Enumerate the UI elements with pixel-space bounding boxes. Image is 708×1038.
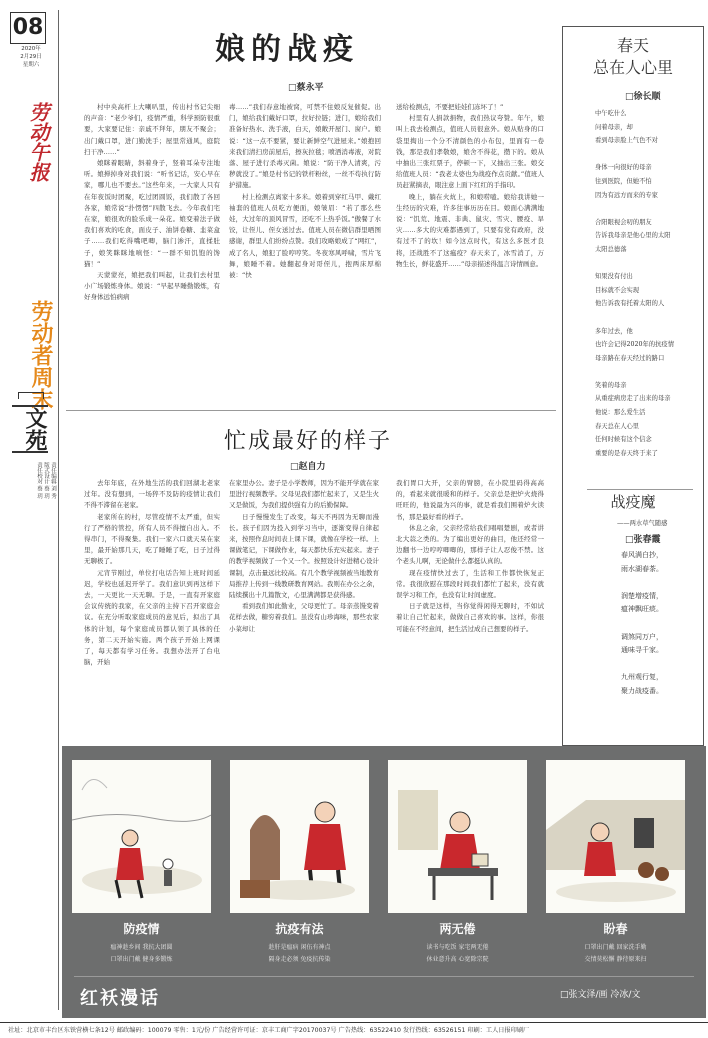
footer-info: 社址：北京市丰台区东铁营横七条12号 邮政编码：100079 零售：1元/份 广告经营许可证：京丰工商广字20170037号 广告热线：63522410 发行热线：63526151 印刷：工人日报印刷厂 <box>0 1022 708 1037</box>
caption-line: 趁肝是瘟病 闲伍有神点 <box>268 944 331 951</box>
poem-line: 也许会记得2020年的抗疫情 <box>595 341 674 349</box>
poem-line: 母亲路在春天经过的路口 <box>595 354 665 362</box>
paragraph: 日子慢慢发生了改变，每天不再因为无聊而漫长。孩子们因为投入到学习当中，逐渐变得自律起来，按照作息时间表上课下课，就像在学校一样。上课做笔记，下课做作业，每天都快乐充实起来。妻子的教学视频做了一个又一个。按照设计好进精心设计课制，点击量远比较高。有几个教学视频被当地教育局推荐上传到一线教研教育网站。我则在办公之余，陆续撰出十几篇散文，心里满满都是获得感。 <box>229 512 379 600</box>
paragraph: 老家所在的村，尽管疫情不太严重，但实行了严格的管控，所有人员不得擅自出入。不得串门，不得聚集。我们一家六口就天呆在家里，最开始那几天，吃了睡睡了吃，日子过得无聊极了。 <box>84 512 220 566</box>
poem-line: 告诉我母亲是他心里的太阳 <box>595 232 671 240</box>
caption-line: 口罩出门戴 健身多锻炼 <box>110 956 173 963</box>
poem-divider <box>587 489 693 490</box>
paragraph: 天蒙蒙亮，娘把我们叫起，让我们去村里小广场锻炼身体。娘说：“早起早睡勤锻炼，有好身体远怕病病 <box>84 271 220 302</box>
poem2-title: 战疫魔 <box>610 493 656 511</box>
editor-line: 责任编辑 刘 秀 <box>50 462 56 499</box>
paragraph: 现在疫情快过去了，生活和工作都快恢复正常。我很欣慰在那段时间我们都忙了起来，没有就误学习和工作，也没有让时间虚度。 <box>396 568 544 600</box>
section-name: 文苑 <box>12 405 48 453</box>
comic-panel-caption <box>223 942 376 966</box>
paragraph: 毒……”我们春意地被窝，可禁不住娘反复催促。出门，娘给我们戴好口罩，拉好拉链；进门，娘给我们准备好热水、洗手液，白天，娘敞开屋门、窗户。娘说：“这一点不要紧，要让新鲜空气进屋来。”娘抱回来我们清扫房前屋后，擦灰拉毯；喷洒消毒液，对院落、屋子进行杀毒灭菌。娘说：“防干净人清爽，污秽就没了。”娘是村书记的铁杆粉丝，一丝不苟执行防护措施。 <box>229 103 381 190</box>
article1-title: 娘的战疫 <box>215 32 359 67</box>
article2-byline: □赵自力 <box>290 462 326 472</box>
paragraph: 元宵节刚过，单位打电话告知上班时间延迟，学校也延迟开学了。我们意识到再这样下去，一天更比一天无聊。于是，一直有开家庭会议传统的我家，在父亲的主持下召开家庭会议。在充分听取家庭成员的意见后，拟出了具体的计划，每个家庭成员都认领了具体的任务，第二天开始实施。两个孩子开始上网课了，每天都有学习任务。我想办法开了台电脑，开始 <box>84 568 220 667</box>
caption-line: 隔身走必须 免疫抗传染 <box>268 956 331 963</box>
comic-strip <box>62 746 706 1018</box>
paragraph: 村里有人捐款捐物，我们热议夸赞。年午，娘叫上我去检测点，值班人员很意外。娘从贴身的口袋里掏出一个分不清颜色的小布包，里面有一卷钱，那是我们孝敬娘，娘舍不得花，攒下的。娘从中抽出三张红票子，停顿一下，又抽出三张。娘交给值班人员：“我老太婆也为战疫作点贡献。”值班人员赶紧摘表，眼注意上面下红红的手指印。 <box>396 114 544 190</box>
paragraph: 村中央高杆上大喇叭里，传出村书记尖细的声音：“老少爷们，疫情严重，科学预防很重要，大家要记住：亲戚不拜年，朋友不聚会；出门戴口罩，进门勤洗手；屋里常通风，庭院扫干净……” <box>84 103 220 156</box>
poem1-title-line1: 春天 <box>616 36 649 55</box>
date-day: 2月29日 <box>20 54 42 60</box>
paragraph: 看到我们如此勤业，父母更忙了。母亲蒸馒变着花样去做，糖穷着我们。虽没有山珍海味，那些农家小菜却让 <box>229 602 379 633</box>
comic-panel-3 <box>388 760 527 913</box>
poem-line: 调煞同万户， <box>621 632 663 641</box>
poem-line <box>621 658 701 672</box>
paragraph: 送给检测点，不要把娃娃们冻坏了！” <box>396 103 504 111</box>
poem-line: 多年过去，他 <box>595 327 633 335</box>
comic-series-name: 红袄漫话 <box>80 988 160 1009</box>
poem-line: 他说：那么爱生活 <box>595 409 646 417</box>
article2-column-2 <box>229 478 379 736</box>
poem-line: 九州观行复， <box>621 673 663 682</box>
poem2-author: □张春霞 <box>625 535 661 545</box>
poem-line: 合阳眼视会叨的朋友 <box>595 218 652 226</box>
comic-divider <box>74 976 694 977</box>
editor-credits <box>10 462 56 502</box>
poem-line <box>621 617 701 631</box>
editor-line: 责任校对 蔡 玥 <box>36 462 42 499</box>
comic-panel-caption <box>65 942 218 966</box>
caption-line: 口罩出门戴 回家洗手勤 <box>584 944 647 951</box>
article-divider <box>66 410 556 411</box>
poem-line: 通味寻千家。 <box>621 646 663 655</box>
paragraph: 休息之余，父亲经常给我们唱唱楚剧，或者讲北大蒜之类的。为了编出更好的曲目，他还经常一边翻书一边哼哼唧唧的，那样子让人忍俊不禁。这个老头儿啊，无论做什么都挺认真的。 <box>396 523 544 566</box>
poem-line: 因为有远方而来的专家 <box>595 191 658 199</box>
poem-line: 聚力战疫番。 <box>621 686 663 695</box>
article1-column-1 <box>84 102 220 400</box>
article1-column-3 <box>396 102 544 400</box>
article1-column-2 <box>229 102 381 400</box>
poem-line: 从重症病房走了出来的母亲 <box>595 395 671 403</box>
comic-panel-title: 盼春 <box>603 922 628 936</box>
poem1-body <box>595 107 699 460</box>
paragraph: 在家里办公。妻子是小学教师，因为不能开学就在家里进行视频教学。父母见我们都忙起来了，又是生火又是做饭，为我们提供强有力的后勤保障。 <box>229 479 379 510</box>
comic-illustration <box>546 760 685 913</box>
poem2-body <box>621 549 701 699</box>
comic-illustration <box>72 760 211 913</box>
poem-line: 春天总在人心里 <box>595 422 640 430</box>
comic-panel-title: 抗疫有法 <box>275 922 324 936</box>
poem-line: 目标就不会实现 <box>595 286 640 294</box>
comic-panel-2 <box>230 760 369 913</box>
paragraph: 去年年底，在外地生活的我们回湖北老家过年。没有想到，一场猝不及防的疫情让我们不得不滞留在老家。 <box>84 479 220 510</box>
poem1-author: □徐长顺 <box>625 92 661 102</box>
poem2-subtitle: ——两水草气随感 <box>617 520 668 527</box>
poem-line <box>595 148 699 162</box>
poem-line: 瘟神飘旺痰。 <box>621 605 663 614</box>
newspaper-logo: 劳动午报 <box>26 102 50 182</box>
poem-line: 知果没有付出 <box>595 273 633 281</box>
section-weekly: 劳动者周末 <box>28 300 53 410</box>
paragraph: 晚上，躺在火炕上，和娘唠嗑。娘给我讲她一生经历的灾难，许多往事历历在目。娘面心满满地说：“饥荒、地震、非典、鼠灾、雪灾、腰疫、旱灾……多大的灾难都遇到了，只要有党有政府，没有过不了的坎！如今这点时代，有这么多医才良将，还战胜不了这瘟疫？春天来了，冰雪消了，万物生长，鲜花盛开……”母亲描述得温言诗情画意。 <box>396 192 544 268</box>
poem-line: 雨水湖春茶。 <box>621 564 663 573</box>
caption-line: 读书与吃饭 家宅两无倦 <box>426 944 489 951</box>
comic-illustration <box>230 760 369 913</box>
poetry-sidebar <box>562 26 704 746</box>
poem-line <box>595 202 699 216</box>
poem-line: 看到母亲脸上气色不对 <box>595 137 658 145</box>
date-weekday: 星期六 <box>22 62 40 68</box>
editor-line: 版式设计 蔡 玥 <box>43 462 49 499</box>
caption-line: 瘟神趁乡间 我抗大团圆 <box>110 944 173 951</box>
comic-panel-caption <box>381 942 534 966</box>
article2-column-1 <box>84 478 220 736</box>
poem-line: 太阳总德落 <box>595 245 627 253</box>
section-bracket <box>18 392 44 399</box>
article2-title: 忙成最好的样子 <box>224 429 393 454</box>
poem-line <box>595 365 699 379</box>
comic-panel-4 <box>546 760 685 913</box>
poem-line <box>621 576 701 590</box>
poem-line: 重要的是春天终于来了 <box>595 449 658 457</box>
paragraph: 娘眯着眼睛，斜着身子，竖着耳朵专注地听。娘掸掉身对我们说：“听书记话，安心早在家，哪儿也不要去。”这些年来，一大家人只有在年夜饭时团聚，吃过团圆饭，我们散了各回各家，娘常说“扑愣愣”四散飞去。今年我们宅在家，娘很欢的脸乐成一朵花。娘变着法子做我们喜欢的吃食，面皮子、油饼卷糖、韭菜盒子……我们吃得嘴吧唧，脑门渗汗，直揉肚子，娘笑眯眯地嗔怪：“一群不知饥饱的馋猫！” <box>84 159 220 268</box>
comic-illustration <box>388 760 527 913</box>
poem-line: 春风满白抄， <box>621 551 663 559</box>
comic-credit: □张文泽/画 冷冰/文 <box>560 990 641 1000</box>
paragraph: 日子就是这样，当你觉得闲得无聊时，不如试着让自己忙起来，做做自己喜欢的事。这样，你很可能在不经意间，把生活过成自己想要的样子。 <box>396 602 544 633</box>
article2-column-3 <box>396 478 544 736</box>
poem-line: 他告诉我有托着太阳的人 <box>595 300 665 308</box>
poem-line: 问着母亲，却 <box>595 123 633 131</box>
poem-line <box>595 257 699 271</box>
poem-line: 身体一向很好的母亲 <box>595 164 652 172</box>
poem-line: 任何时候有这个信念 <box>595 436 652 444</box>
poem1-title-line2: 总在人心里 <box>592 58 673 77</box>
caption-line: 交情莫松懈 静待原来扫 <box>584 956 647 963</box>
comic-panel-caption <box>539 942 692 966</box>
caption-line: 休业意升高 心宽除宗院 <box>426 956 489 963</box>
poem-line: 笑着的母亲 <box>595 381 627 389</box>
page-number: 08 <box>10 12 46 44</box>
comic-panel-title: 两无倦 <box>439 922 476 936</box>
rail-divider <box>58 10 59 1010</box>
poem-line: 润楚增疫情， <box>621 591 663 600</box>
paragraph: 村上检测点离家十多米。娘着到穿红马甲、戴红袖套的值班人员吃方便面，娘皱眉：“若了那么些娃，大过年的顶风冒雪，还吃不上热乎饭。”傲餐了水饺，让侄儿、侄女送过去。值班人员在微信群里晒图感谢，群里人们纷纷点赞。我们攻略娘成了“网红”，成了名人，娘犯了脸哼哼笑。冬夜寒风呼啸，雪片飞舞，娘睡不着。她翻起身对哥侄儿，抱两床厚棉被：“快 <box>229 192 381 280</box>
poem-line: 中午吃什么 <box>595 110 627 117</box>
article1-byline: □蔡永平 <box>288 83 324 93</box>
date-year: 2020年 <box>21 46 41 52</box>
comic-panel-title: 防疫情 <box>123 922 160 936</box>
comic-panel-1 <box>72 760 211 913</box>
paragraph: 我们胃口大开，父亲的臂膀，在小院里码得高高的，看起来就很暖和的样子。父亲总是把炉火烧得旺旺的，他说最为兴的事，就是看我们围着炉火读书，那是最好看的样子。 <box>396 479 544 521</box>
poem-line <box>595 311 699 325</box>
poem-line: 往到医院，但她不怕 <box>595 177 652 185</box>
